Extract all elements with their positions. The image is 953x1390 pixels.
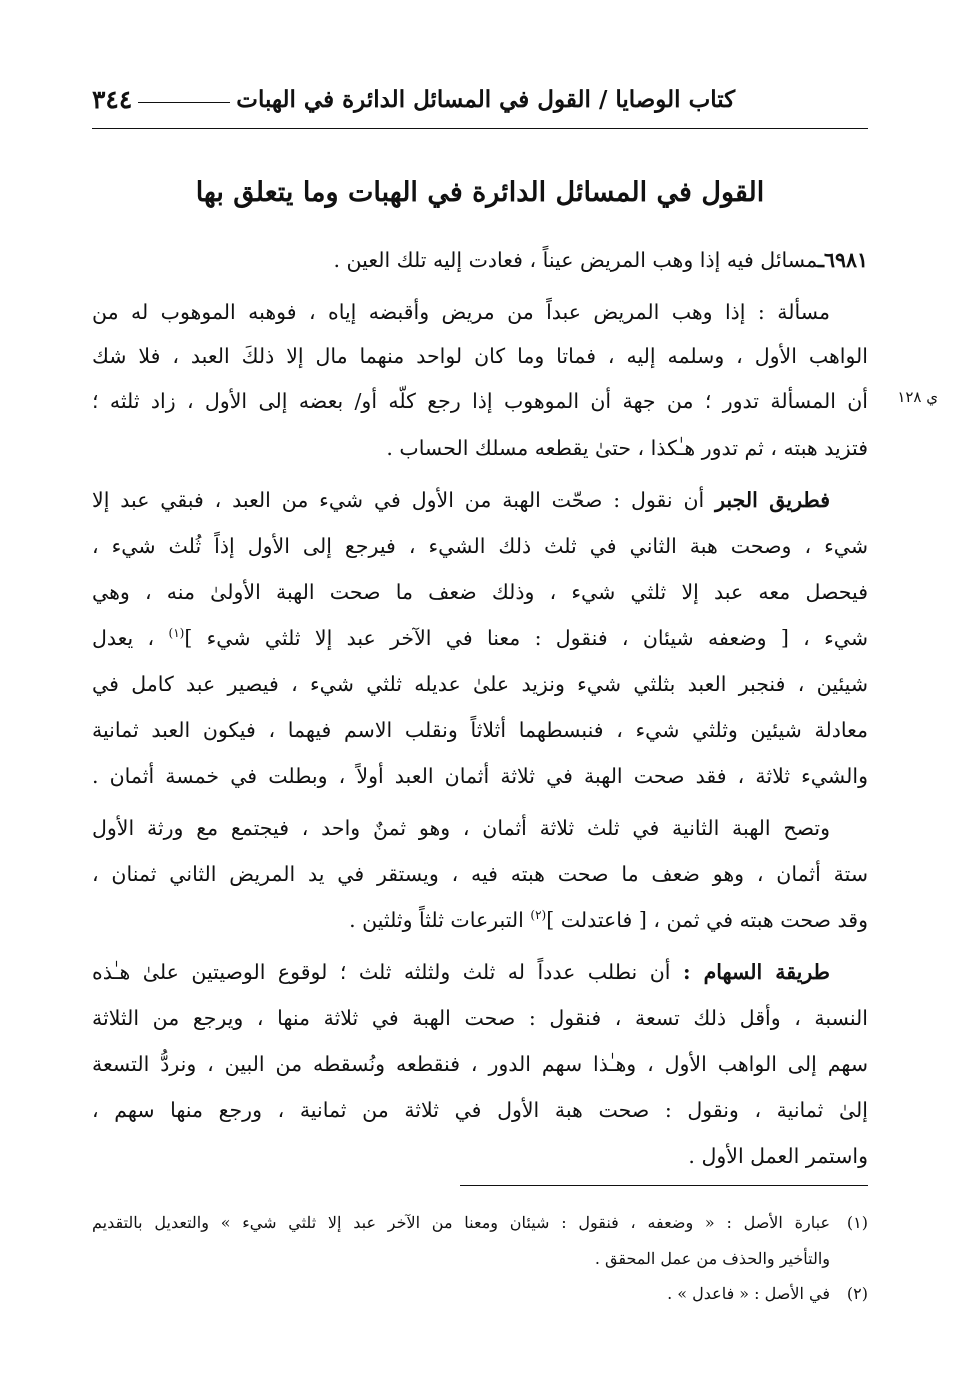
line-text: وتصح الهبة الثانية في ثلث ثلاثة أثمان ، وهو ثمنٌ واحد ، فيجتمع مع ورثة الأول (92, 816, 830, 840)
line-text: التبرعات ثلثاً وثلثين . (349, 908, 524, 932)
line-text: مسألة : إذا وهب المريض عبداً من مريض وأقبضه إياه ، فوهبه الموهوب له من (92, 300, 830, 324)
footnote-text: والتأخير والحذف من عمل المحقق . (594, 1249, 830, 1268)
line-text: شيئين ، فنجبر العبد بثلثي شيء ونزيد علىٰ عديله ثلثي شيء ، فيصير عبد كامل في (92, 672, 868, 696)
line-text: معادلة شيئين وثلثي شيء ، فنبسطهما أثلاثاً ونقلب الاسم فيهما ، فيكون العبد ثمانية (92, 718, 868, 742)
line-text: والشيء ثلاثة ، فقد صحت الهبة في ثلاثة أثمان العبد أولاً ، وبطلت في خمسة أثمان . (92, 764, 868, 788)
text-line (92, 664, 868, 706)
text-line (92, 952, 868, 994)
running-header (92, 80, 868, 129)
line-text: أن نطلب عدداً له ثلث ولثلثه ثلث ؛ لوقوع الوصيتين علىٰ هـٰذه (92, 960, 671, 984)
section-title: القول في المسائل الدائرة في الهبات وما يتعلق بها (195, 177, 765, 208)
header-rule (138, 80, 230, 103)
text-line (92, 1136, 868, 1178)
text-line (92, 618, 868, 660)
text-line (92, 572, 868, 614)
page-number: ٣٤٤ (92, 85, 133, 114)
line-text: الواهب الأول ، وسلمه إليه ، فماتا وما كان لواحد منهما مال إلا ذلكَ العبد ، فلا شك (92, 344, 868, 368)
footnote-ref-1[interactable]: (١) (168, 626, 185, 641)
line-text: سهم إلى الواهب الأول ، وهـٰذا سهم الدور ، فنقطعه ونُسقطه من البين ، ونردُّ التسعة (92, 1052, 868, 1076)
text-line (92, 1044, 868, 1086)
footnote-number: (١) (846, 1213, 868, 1232)
text-line (92, 756, 868, 798)
method-heading: طريقة السهام : (682, 960, 830, 984)
text-line (92, 710, 868, 752)
line-text: شيء ، وصحت هبة الثاني في ثلث ذلك الشيء ، فيرجع إلى الأول إذاً ثُلث شيء ، (92, 534, 868, 558)
text-line (92, 480, 868, 522)
footnote (92, 1281, 868, 1307)
issue-number: ٦٩٨١ـ (817, 248, 868, 272)
text-line (92, 428, 868, 470)
line-text: فتزيد هبته ، ثم تدور هـٰكذا ، حتىٰ يقطعه مسلك الحساب . (386, 436, 868, 460)
footnote (92, 1246, 868, 1272)
footnote-text: عبارة الأصل : « وضعفه ، فنقول : شيئان ومعنا من الآخر عبد إلا ثلثي شيء » والتعديل بالتقديم (92, 1213, 830, 1232)
line-text: مسائل فيه إذا وهب المريض عيناً ، فعادت إليه تلك العين . (333, 248, 818, 272)
text-line (92, 240, 868, 282)
line-text: إلىٰ ثمانية ، ونقول : صحت هبة الأول في ثلاثة من ثمانية ، ورجع منها سهم ، (92, 1098, 868, 1122)
text-line (92, 998, 868, 1040)
line-text: أن المسألة تدور ؛ من جهة أن الموهوب إذا رجع كلّه أو/ بعضه إلى الأول ، زاد ثلثه ؛ (92, 389, 868, 413)
line-text: النسبة ، وأقل ذلك تسعة ، فنقول : صحت الهبة في ثلاثة منها ، ويرجع من الثلاثة (92, 1006, 868, 1030)
text-line (92, 292, 868, 334)
text-line (92, 526, 868, 568)
footnote-number: (٢) (846, 1284, 868, 1303)
text-line (92, 854, 868, 896)
footnote-ref-2[interactable]: (٢) (530, 908, 547, 923)
text-line (92, 900, 868, 942)
line-text: أن نقول : صحّت الهبة من الأول في شيء من العبد ، فبقي عبد إلا (92, 488, 705, 512)
margin-folio-note: ي ١٢٨ (897, 388, 938, 406)
line-text: فيحصل معه عبد إلا ثلثي شيء ، وذلك ضعف ما صحت الهبة الأولىٰ منه ، وهي (92, 580, 868, 604)
text-line (92, 381, 868, 423)
line-text: وقد صحت هبته في ثمن ، [ فاعتدلت ] (546, 908, 868, 932)
text-line (92, 1090, 868, 1132)
line-text: شيء ، [ وضعفه شيئان ، فنقول : معنا في الآخر عبد إلا ثلثي شيء ] (184, 626, 868, 650)
running-title: كتاب الوصايا / القول في المسائل الدائرة في الهبات (236, 86, 736, 113)
line-text: واستمر العمل الأول . (688, 1144, 868, 1168)
footnote-text: في الأصل : « فاعدل » . (667, 1284, 830, 1303)
footnote-separator (460, 1185, 868, 1186)
line-text: ، يعدل (92, 626, 155, 650)
text-line (92, 808, 868, 850)
method-heading: فطريق الجبر (715, 488, 830, 512)
line-text: ستة أثمان ، وهو ضعف ما صحت هبته فيه ، ويستقر في يد المريض الثاني ثمنان ، (92, 862, 868, 886)
text-line (92, 336, 868, 378)
footnote (92, 1210, 868, 1236)
